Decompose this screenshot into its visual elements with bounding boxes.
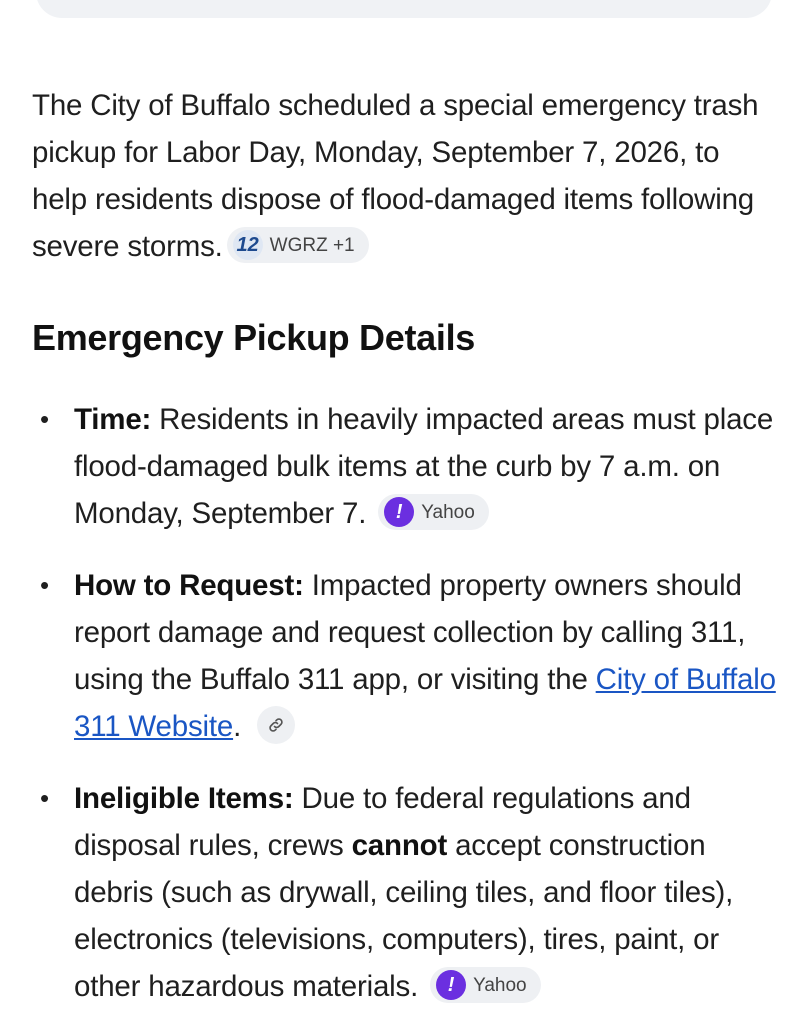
- bullet-icon: •: [40, 570, 49, 600]
- source-chip-yahoo[interactable]: [378, 494, 489, 530]
- link-icon: [267, 716, 285, 734]
- buffalo-311-website-link[interactable]: City of Buffalo 311 Website: [74, 663, 776, 743]
- source-chip-label: Yahoo: [473, 974, 527, 996]
- source-chip-label: Yahoo: [421, 501, 475, 523]
- section-heading: Emergency Pickup Details: [32, 317, 475, 358]
- intro-paragraph: [32, 82, 777, 270]
- bullet-icon: •: [40, 404, 49, 434]
- item-label: Ineligible Items:: [74, 782, 294, 815]
- wgrz-logo-icon: 12: [233, 230, 263, 260]
- item-text: Residents in heavily impacted areas must place flood-damaged bulk items at the curb by 7 a.m. on Monday, September 7.: [74, 403, 774, 530]
- item-label: Time:: [74, 403, 152, 436]
- item-text-end: .: [233, 710, 242, 743]
- item-text: Impacted property owners should report damage and request collection by calling 311, using the Buffalo 311 app, or visiting the: [74, 569, 746, 696]
- details-list: [32, 396, 777, 1035]
- source-chip-wgrz[interactable]: [227, 227, 369, 263]
- emphasis-cannot: cannot: [351, 829, 448, 862]
- list-item-request: [32, 562, 777, 750]
- list-item-ineligible: [32, 775, 777, 1010]
- ai-answer: [32, 82, 777, 1003]
- item-text: Due to federal regulations and disposal rules, crews: [74, 782, 691, 862]
- yahoo-logo-icon: !: [384, 497, 414, 527]
- intro-text: The City of Buffalo scheduled a special emergency trash pickup for Labor Day, Monday, September 7, 2026, to help residents dispose of flood-damaged items following severe storms.: [32, 89, 759, 263]
- list-item-time: [32, 396, 777, 537]
- yahoo-logo-icon: !: [436, 970, 466, 1000]
- previous-card: [36, 0, 772, 18]
- bullet-icon: •: [40, 783, 49, 813]
- item-text-end: accept construction debris (such as drywall, ceiling tiles, and floor tiles), electronics (televisions, computers), tires, paint, or other hazardous materials.: [74, 829, 734, 1003]
- source-chip-label: WGRZ +1: [269, 234, 355, 256]
- item-label: How to Request:: [74, 569, 304, 602]
- source-chip-yahoo[interactable]: [430, 967, 541, 1003]
- link-chip[interactable]: [257, 706, 295, 744]
